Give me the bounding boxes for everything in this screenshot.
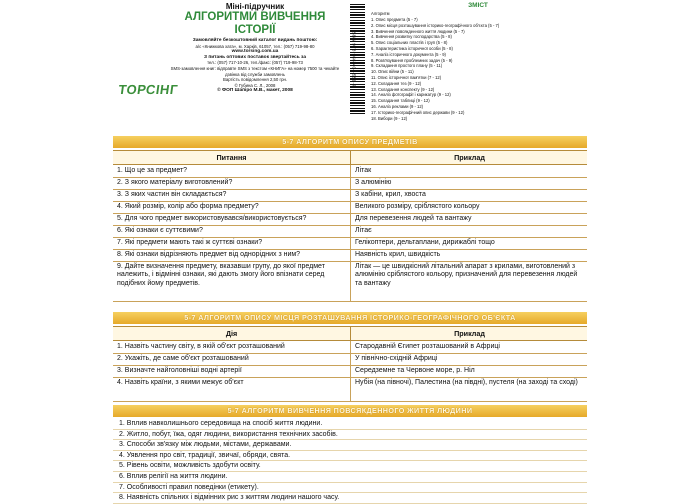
- toc-item: 18. Вибори (9 - 12): [371, 115, 408, 121]
- row-example: Середземне та Червоне море, р. Ніл: [350, 365, 587, 377]
- order-title: Замовляйте безкоштовний каталог видань поштою:: [192, 38, 318, 43]
- row-question: 2. З якого матеріалу виготовлений?: [117, 179, 233, 186]
- order-address: а/с «Книжкова хата», м. Харків, 61057, тел.: (057) 719-98-80: [195, 43, 315, 49]
- row-example: Стародавній Єгипет розташований в Африці: [350, 341, 587, 353]
- list-item: 7. Особливості правил поведінки (етикету).: [113, 483, 587, 494]
- table-row: [113, 377, 587, 402]
- wholesale-phones: тел.: (057) 717-10-26, тел./факс: (057) 719-98-73: [207, 60, 303, 66]
- sms-text: SMS-замовлення книг: відправте SMS з текстом «КНИГА» на номер 7500 та чекайте дзвінка від служби замовлень: [170, 65, 340, 77]
- row-question: 4. Який розмір, колір або форма предмету?: [117, 203, 259, 210]
- sms-cost: Вартість повідомлення 2,50 грн.: [222, 77, 288, 83]
- row-example: З кабіни, крил, хвоста: [350, 189, 587, 201]
- toc-item: 11. Опис історичної пам'ятки (7 - 12): [371, 74, 442, 80]
- row-question: 3. З яких частин він складається?: [117, 191, 227, 198]
- section-2-title: 5-7 АЛГОРИТМ ОПИСУ МІСЦЯ РОЗТАШУВАННЯ ІСТОРИКО-ГЕОГРАФІЧНОГО ОБ'ЄКТА: [113, 312, 587, 324]
- toc-item: 9. Складання простого плану (5 - 11): [371, 63, 443, 69]
- toc-item: 6. Характеристика історичної особи (5 - 8): [371, 45, 453, 51]
- section-2-table-header: [113, 326, 587, 341]
- toc-list: [371, 17, 585, 121]
- list-item: 4. Уявлення про світ, традиції, звичаї, обряди, свята.: [113, 451, 587, 462]
- wholesale-title: З питань оптових поставок звертайтесь за: [204, 54, 306, 60]
- row-question: 2. Укажіть, де саме об'єкт розташований: [117, 355, 249, 362]
- row-example: У північно-східній Африці: [350, 353, 587, 365]
- list-item: 6. Вплив релігії на життя людини.: [113, 472, 587, 483]
- barcode: [345, 4, 367, 124]
- list-item: 5. Рівень освіти, можливість здобути освіту.: [113, 461, 587, 472]
- row-question: 8. Які ознаки відрізняють предмет від однорідних з ним?: [117, 251, 301, 258]
- copyright-publisher: © ФОП Шапіро М.В., макет, 2008: [217, 88, 293, 94]
- toc-item: 12. Складання тез (9 - 12): [371, 80, 422, 86]
- toc-item: 7. Аналіз історичного документа (5 - 9): [371, 51, 446, 57]
- toc-item: 13. Складання конспекту (9 - 12): [371, 86, 435, 92]
- row-example: З алюмінію: [350, 177, 587, 189]
- section-1-table-header: [113, 150, 587, 165]
- reference-card: [113, 0, 587, 500]
- toc-section: Алгоритм: [371, 11, 390, 16]
- column-example: Приклад: [350, 327, 588, 340]
- row-question: 1. Що це за предмет?: [117, 167, 188, 174]
- toc-item: 15. Складання таблиці (9 - 12): [371, 98, 430, 104]
- book-title: АЛГОРИТМИ ВИВЧЕННЯ ІСТОРІЇ: [184, 11, 326, 36]
- toc-item: 14. Аналіз фотографії і карикатур (9 - 12): [371, 92, 451, 98]
- row-example: Літак: [350, 165, 587, 177]
- column-question: Питання: [216, 153, 247, 162]
- row-question: 4. Назвіть країни, з якими межує об'єкт: [117, 379, 244, 386]
- toc-item: 17. Історико-географічний опис держави (9 - 12): [371, 109, 465, 115]
- row-question: 3. Визначте найголовніші водні артерії: [117, 367, 242, 374]
- isbn-number: ISBN 978-966-404-551-7: [351, 30, 357, 87]
- row-example: Літак — це швидкісний літальний апарат з крилами, виготовлений з алюмінію сріблястого кольору, призначений для перевезення людей та вантажу: [350, 261, 587, 301]
- row-example: Великого розміру, сріблястого кольору: [350, 201, 587, 213]
- section-1-title: 5-7 АЛГОРИТМ ОПИСУ ПРЕДМЕТІВ: [113, 136, 587, 148]
- list-item: 2. Житло, побут, їжа, одяг людини, використання технічних засобів.: [113, 430, 587, 441]
- copyright-author: © Губина С. Л., 2008: [234, 82, 276, 88]
- row-example: Нубія (на півночі), Палестина (на півдні), пустеля (на заході та сході): [350, 377, 587, 401]
- table-of-contents: [371, 2, 585, 130]
- toc-item: 3. Вивчення повсякденного життя людини (5 - 7): [371, 28, 465, 34]
- column-example: Приклад: [350, 151, 588, 164]
- list-item: 3. Способи зв'язку між людьми, містами, державами.: [113, 440, 587, 451]
- row-example: Наявність крил, швидкість: [350, 249, 587, 261]
- row-question: 7. Які предмети мають такі ж суттєві ознаки?: [117, 239, 263, 246]
- book-subtitle: Міні-підручник: [225, 2, 285, 11]
- publisher-info: [169, 2, 341, 94]
- list-item: 8. Наявність спільних і відмінних рис з життям людини нашого часу.: [113, 493, 587, 504]
- toc-item: 5. Опис соціальних пластів і груп (5 - 8): [371, 40, 448, 46]
- row-question: 1. Назвіть частину світу, в якій об'єкт розташований: [117, 343, 285, 350]
- logo-text: ТОРСІНГ: [117, 82, 179, 97]
- row-question: 9. Дайте визначення предмету, вказавши групу, до якої предмет належить, і відмінні ознаки, які дають змогу його впізнати серед подібних йому предметів.: [117, 263, 325, 287]
- row-example: Для перевезення людей та вантажу: [350, 213, 587, 225]
- row-question: 5. Для чого предмет використовувався/використовується?: [117, 215, 307, 222]
- table-row: [113, 261, 587, 302]
- toc-item: 2. Опис місця розташування історико-географічного об'єкта (5 - 7): [371, 22, 500, 28]
- toc-title: ЗМІСТ: [468, 2, 488, 9]
- column-action: Дія: [225, 329, 238, 338]
- toc-item: 16. Аналіз реклами (9 - 12): [371, 103, 424, 109]
- toc-item: 10. Опис війни (5 - 11): [371, 69, 414, 75]
- publisher-logo: [117, 82, 179, 104]
- section-3-list: [113, 419, 587, 504]
- row-example: Літає: [350, 225, 587, 237]
- row-question: 6. Які ознаки є суттєвими?: [117, 227, 203, 234]
- toc-item: 8. Розв'язування проблемних задач (5 - 9): [371, 57, 453, 63]
- row-example: Гелікоптери, дельтаплани, дирижаблі тощо: [350, 237, 587, 249]
- section-3-title: 5-7 АЛГОРИТМ ВИВЧЕННЯ ПОВСЯКДЕННОГО ЖИТТЯ ЛЮДИНИ: [113, 405, 587, 417]
- site-link[interactable]: www.torsing.com.ua: [231, 49, 279, 55]
- list-item: 1. Вплив навколишнього середовища на спосіб життя людини.: [113, 419, 587, 430]
- toc-item: 1. Опис предмета (5 - 7): [371, 17, 418, 22]
- toc-item: 4. Вивчення розвитку господарства (5 - 8): [371, 34, 452, 40]
- card-header: [113, 0, 587, 134]
